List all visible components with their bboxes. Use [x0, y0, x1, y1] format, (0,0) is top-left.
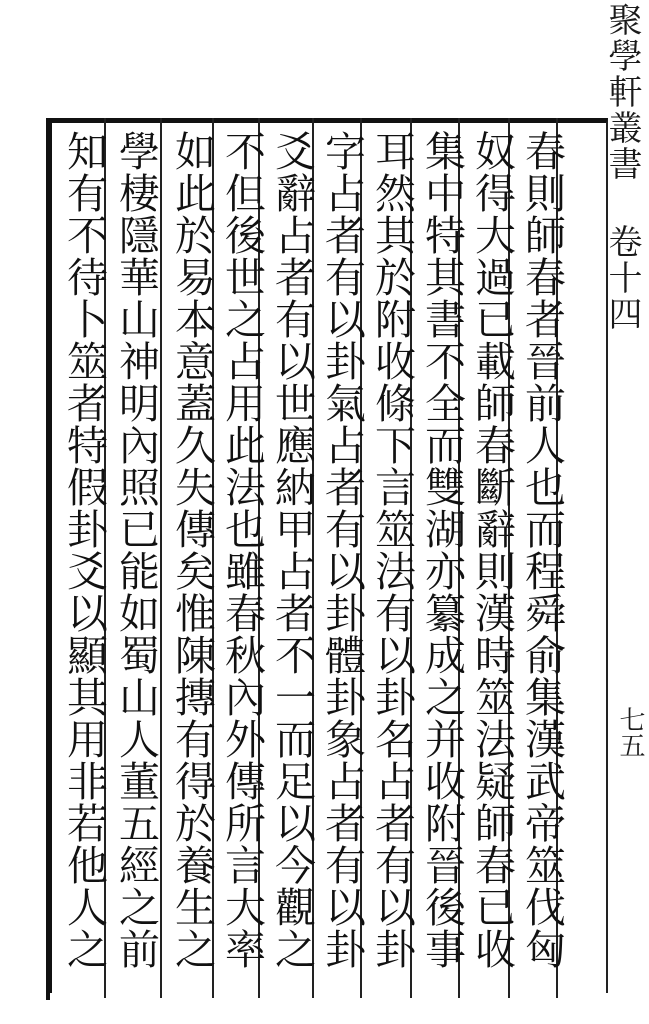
frame-stub — [46, 960, 50, 1000]
text-column: 爻辭占者有以世應納甲占者不一而足以今觀之 — [268, 130, 316, 970]
folio-number: 七五 — [615, 706, 645, 758]
text-column: 知有不待卜筮者特假卦爻以顯其用非若他人之 — [60, 130, 108, 970]
text-column: 如此於易本意蓋久失傳矣惟陳摶有得於養生之 — [168, 130, 216, 970]
text-column: 奴得大過已載師春斷辭則漢時筮法疑師春已收 — [468, 130, 516, 970]
running-title: 聚學軒叢書 卷十四 — [602, 2, 642, 332]
text-column: 學棲隱華山神明內照已能如蜀山人董五經之前 — [112, 130, 160, 970]
text-column: 春則師春者晉前人也而程舜俞集漢武帝筮伐匈 — [518, 130, 566, 970]
text-column: 集中特其書不全而雙湖亦纂成之并收附晉後事 — [418, 130, 466, 970]
text-column: 耳然其於附收條下言筮法有以卦名占者有以卦 — [368, 130, 416, 970]
text-column: 字占者有以卦氣占者有以卦體卦象占者有以卦 — [318, 130, 366, 970]
text-column: 不但後世之占用此法也雖春秋內外傳所言大率 — [218, 130, 266, 970]
